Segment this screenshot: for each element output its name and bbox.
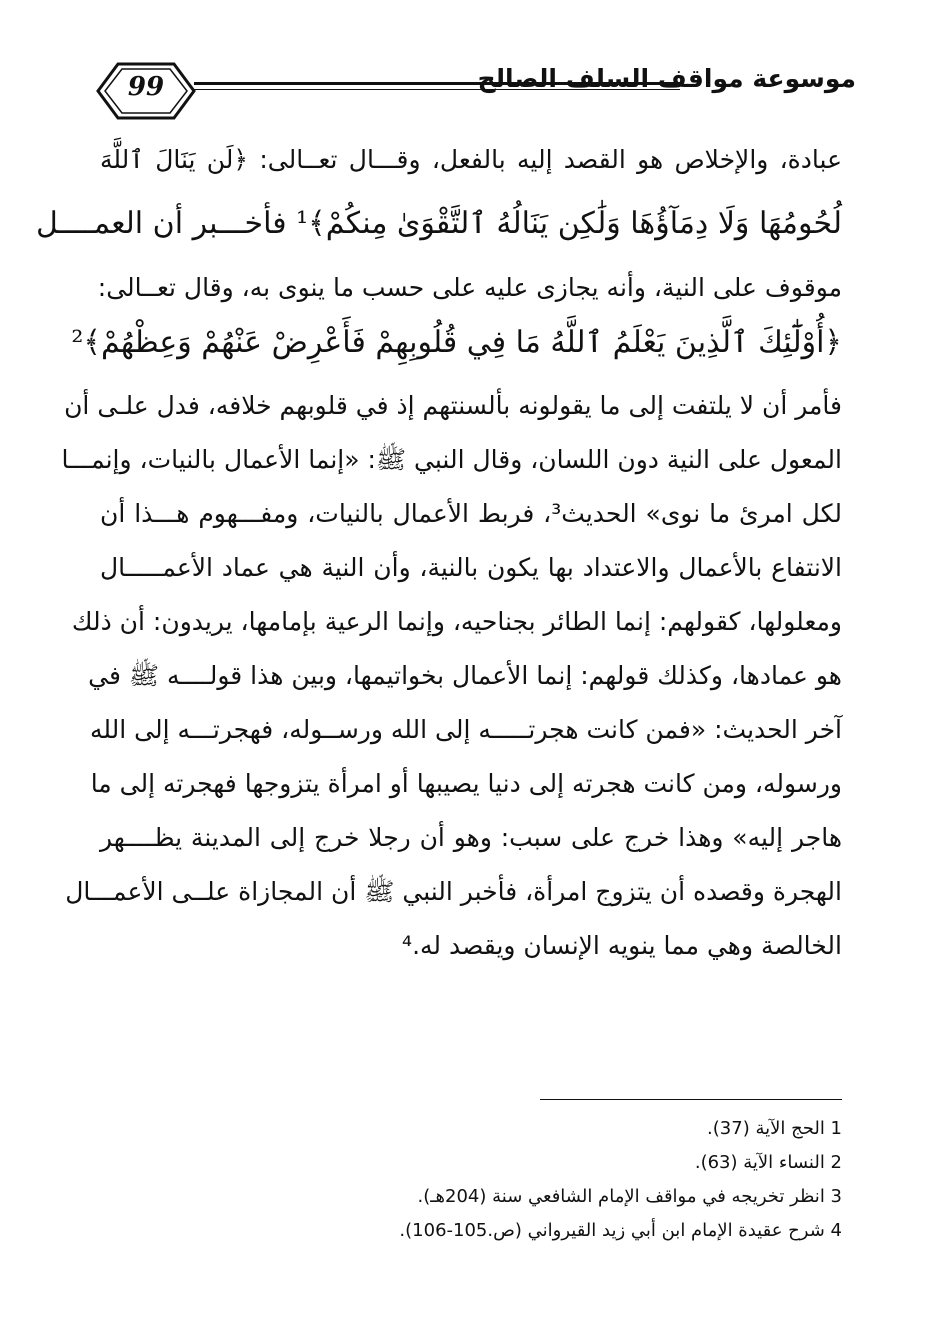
text-line: فأمر أن لا يلتفت إلى ما يقولونه بألسنتهم إذ في قلوبهم خلافه، فدل علـى أن xyxy=(64,391,842,420)
text-line: ومعلولها، كقولهم: إنما الطائر بجناحيه، وإنما الرعية بإمامها، يريدون: أن ذلك xyxy=(71,607,842,636)
quran-verse-line: لُحُومُهَا وَلَا دِمَآؤُهَا وَلَٰكِن يَنَالُهُ ٱلتَّقْوَىٰ مِنكُمْ﴾¹ فأخـــبر أن العمــــل xyxy=(35,206,842,241)
footnote: 3 انظر تخريجه في مواقف الإمام الشافعي سنة (204هـ). xyxy=(417,1186,842,1207)
text-line: الانتفاع بالأعمال والاعتداد بها يكون بالنية، وأن النية هي عماد الأعمـــــال xyxy=(100,553,842,582)
text-line: عبادة، والإخلاص هو القصد إليه بالفعل، وقـــال تعــالى: ﴿لَن يَنَالَ ٱللَّهَ xyxy=(100,145,842,174)
text-line: ورسوله، ومن كانت هجرته إلى دنيا يصيبها أو امرأة يتزوجها فهجرته إلى ما xyxy=(90,769,842,798)
text-line: المعول على النية دون اللسان، وقال النبي ﷺ: «إنما الأعمال بالنيات، وإنمـــا xyxy=(61,445,842,474)
text-line: الخالصة وهي مما ينويه الإنسان ويقصد له.⁴ xyxy=(402,931,842,960)
footnote: 1 الحج الآية (37). xyxy=(707,1118,842,1139)
text-line: هاجر إليه» وهذا خرج على سبب: وهو أن رجلا خرج إلى المدينة يظــــهر xyxy=(100,823,842,852)
text-line: موقوف على النية، وأنه يجازى عليه على حسب ما ينوى به، وقال تعــالى: xyxy=(97,273,842,302)
footnote: 2 النساء الآية (63). xyxy=(694,1152,842,1173)
main-text xyxy=(35,133,843,973)
text-line: لكل امرئ ما نوى» الحديث³، فربط الأعمال بالنيات، ومفـــهوم هـــذا أن xyxy=(100,499,843,528)
text-line: هو عمادها، وكذلك قولهم: إنما الأعمال بخواتيمها، وبين هذا قولــــه ﷺ في xyxy=(88,661,842,690)
page-number: 99 xyxy=(127,72,165,102)
footnote-separator xyxy=(540,1099,842,1100)
page-number-badge xyxy=(96,62,196,120)
page-header xyxy=(96,62,856,124)
text-line: آخر الحديث: «فمن كانت هجرتـــــه إلى الله ورســوله، فهجرتـــه إلى الله xyxy=(89,715,842,744)
text-line: الهجرة وقصده أن يتزوج امرأة، فأخبر النبي ﷺ أن المجازاة علــى الأعمـــال xyxy=(65,877,842,906)
series-title: موسوعة مواقف السلف الصالح xyxy=(477,64,856,93)
footnotes xyxy=(300,1112,842,1248)
quran-verse-line: ﴿أُوْلَٰٓئِكَ ٱلَّذِينَ يَعْلَمُ ٱللَّهُ مَا فِي قُلُوبِهِمْ فَأَعْرِضْ عَنْهُمْ وَعِظْهُمْ﴾² xyxy=(71,325,842,360)
footnote: 4 شرح عقيدة الإمام ابن أبي زيد القيرواني (ص.105-106). xyxy=(399,1220,842,1241)
